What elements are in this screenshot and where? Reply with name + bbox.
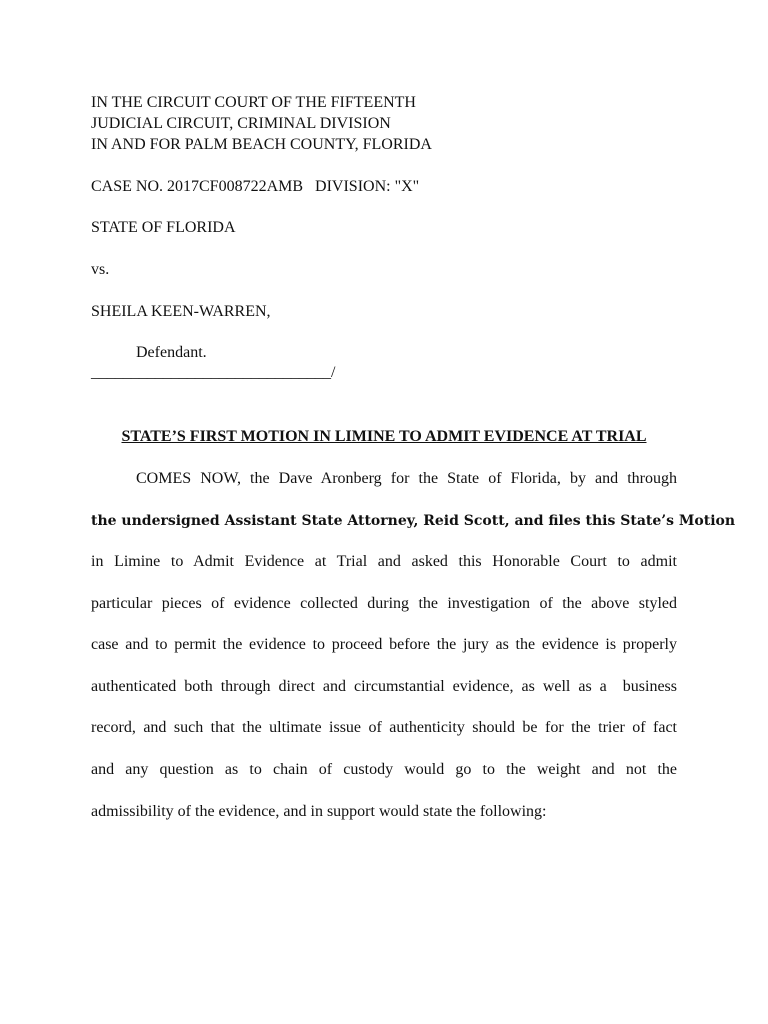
motion-body-line: case and to permit the evidence to proceed before the jury as the evidence is properly — [91, 636, 677, 653]
court-name-line-1: IN THE CIRCUIT COURT OF THE FIFTEENTH — [91, 94, 416, 111]
motion-body-line: in Limine to Admit Evidence at Trial and asked this Honorable Court to admit — [91, 553, 677, 570]
motion-body-line: admissibility of the evidence, and in support would state the following: — [91, 803, 547, 820]
motion-body-line: authenticated both through direct and circumstantial evidence, as well as a business — [91, 678, 677, 695]
motion-title: STATE’S FIRST MOTION IN LIMINE TO ADMIT EVIDENCE AT TRIAL — [121, 428, 647, 445]
court-name-line-2: JUDICIAL CIRCUIT, CRIMINAL DIVISION — [91, 115, 391, 132]
defendant-label: Defendant. — [136, 344, 207, 361]
motion-body-line: and any question as to chain of custody would go to the weight and not the — [91, 761, 677, 778]
motion-body-line: the undersigned Assistant State Attorney, Reid Scott, and files this State’s Motion — [91, 513, 736, 529]
caption-signature-rule: ______________________________/ — [91, 364, 336, 381]
motion-body-line: COMES NOW, the Dave Aronberg for the State of Florida, by and through — [136, 470, 677, 487]
court-name-line-3: IN AND FOR PALM BEACH COUNTY, FLORIDA — [91, 136, 432, 153]
motion-body-line: record, and such that the ultimate issue of authenticity should be for the trier of fact — [91, 719, 677, 736]
versus-label: vs. — [91, 261, 110, 278]
defendant-name: SHEILA KEEN-WARREN, — [91, 303, 271, 320]
plaintiff-name: STATE OF FLORIDA — [91, 219, 236, 236]
case-number-line: CASE NO. 2017CF008722AMB DIVISION: "X" — [91, 178, 420, 195]
motion-body-line: particular pieces of evidence collected during the investigation of the above styled — [91, 595, 677, 612]
